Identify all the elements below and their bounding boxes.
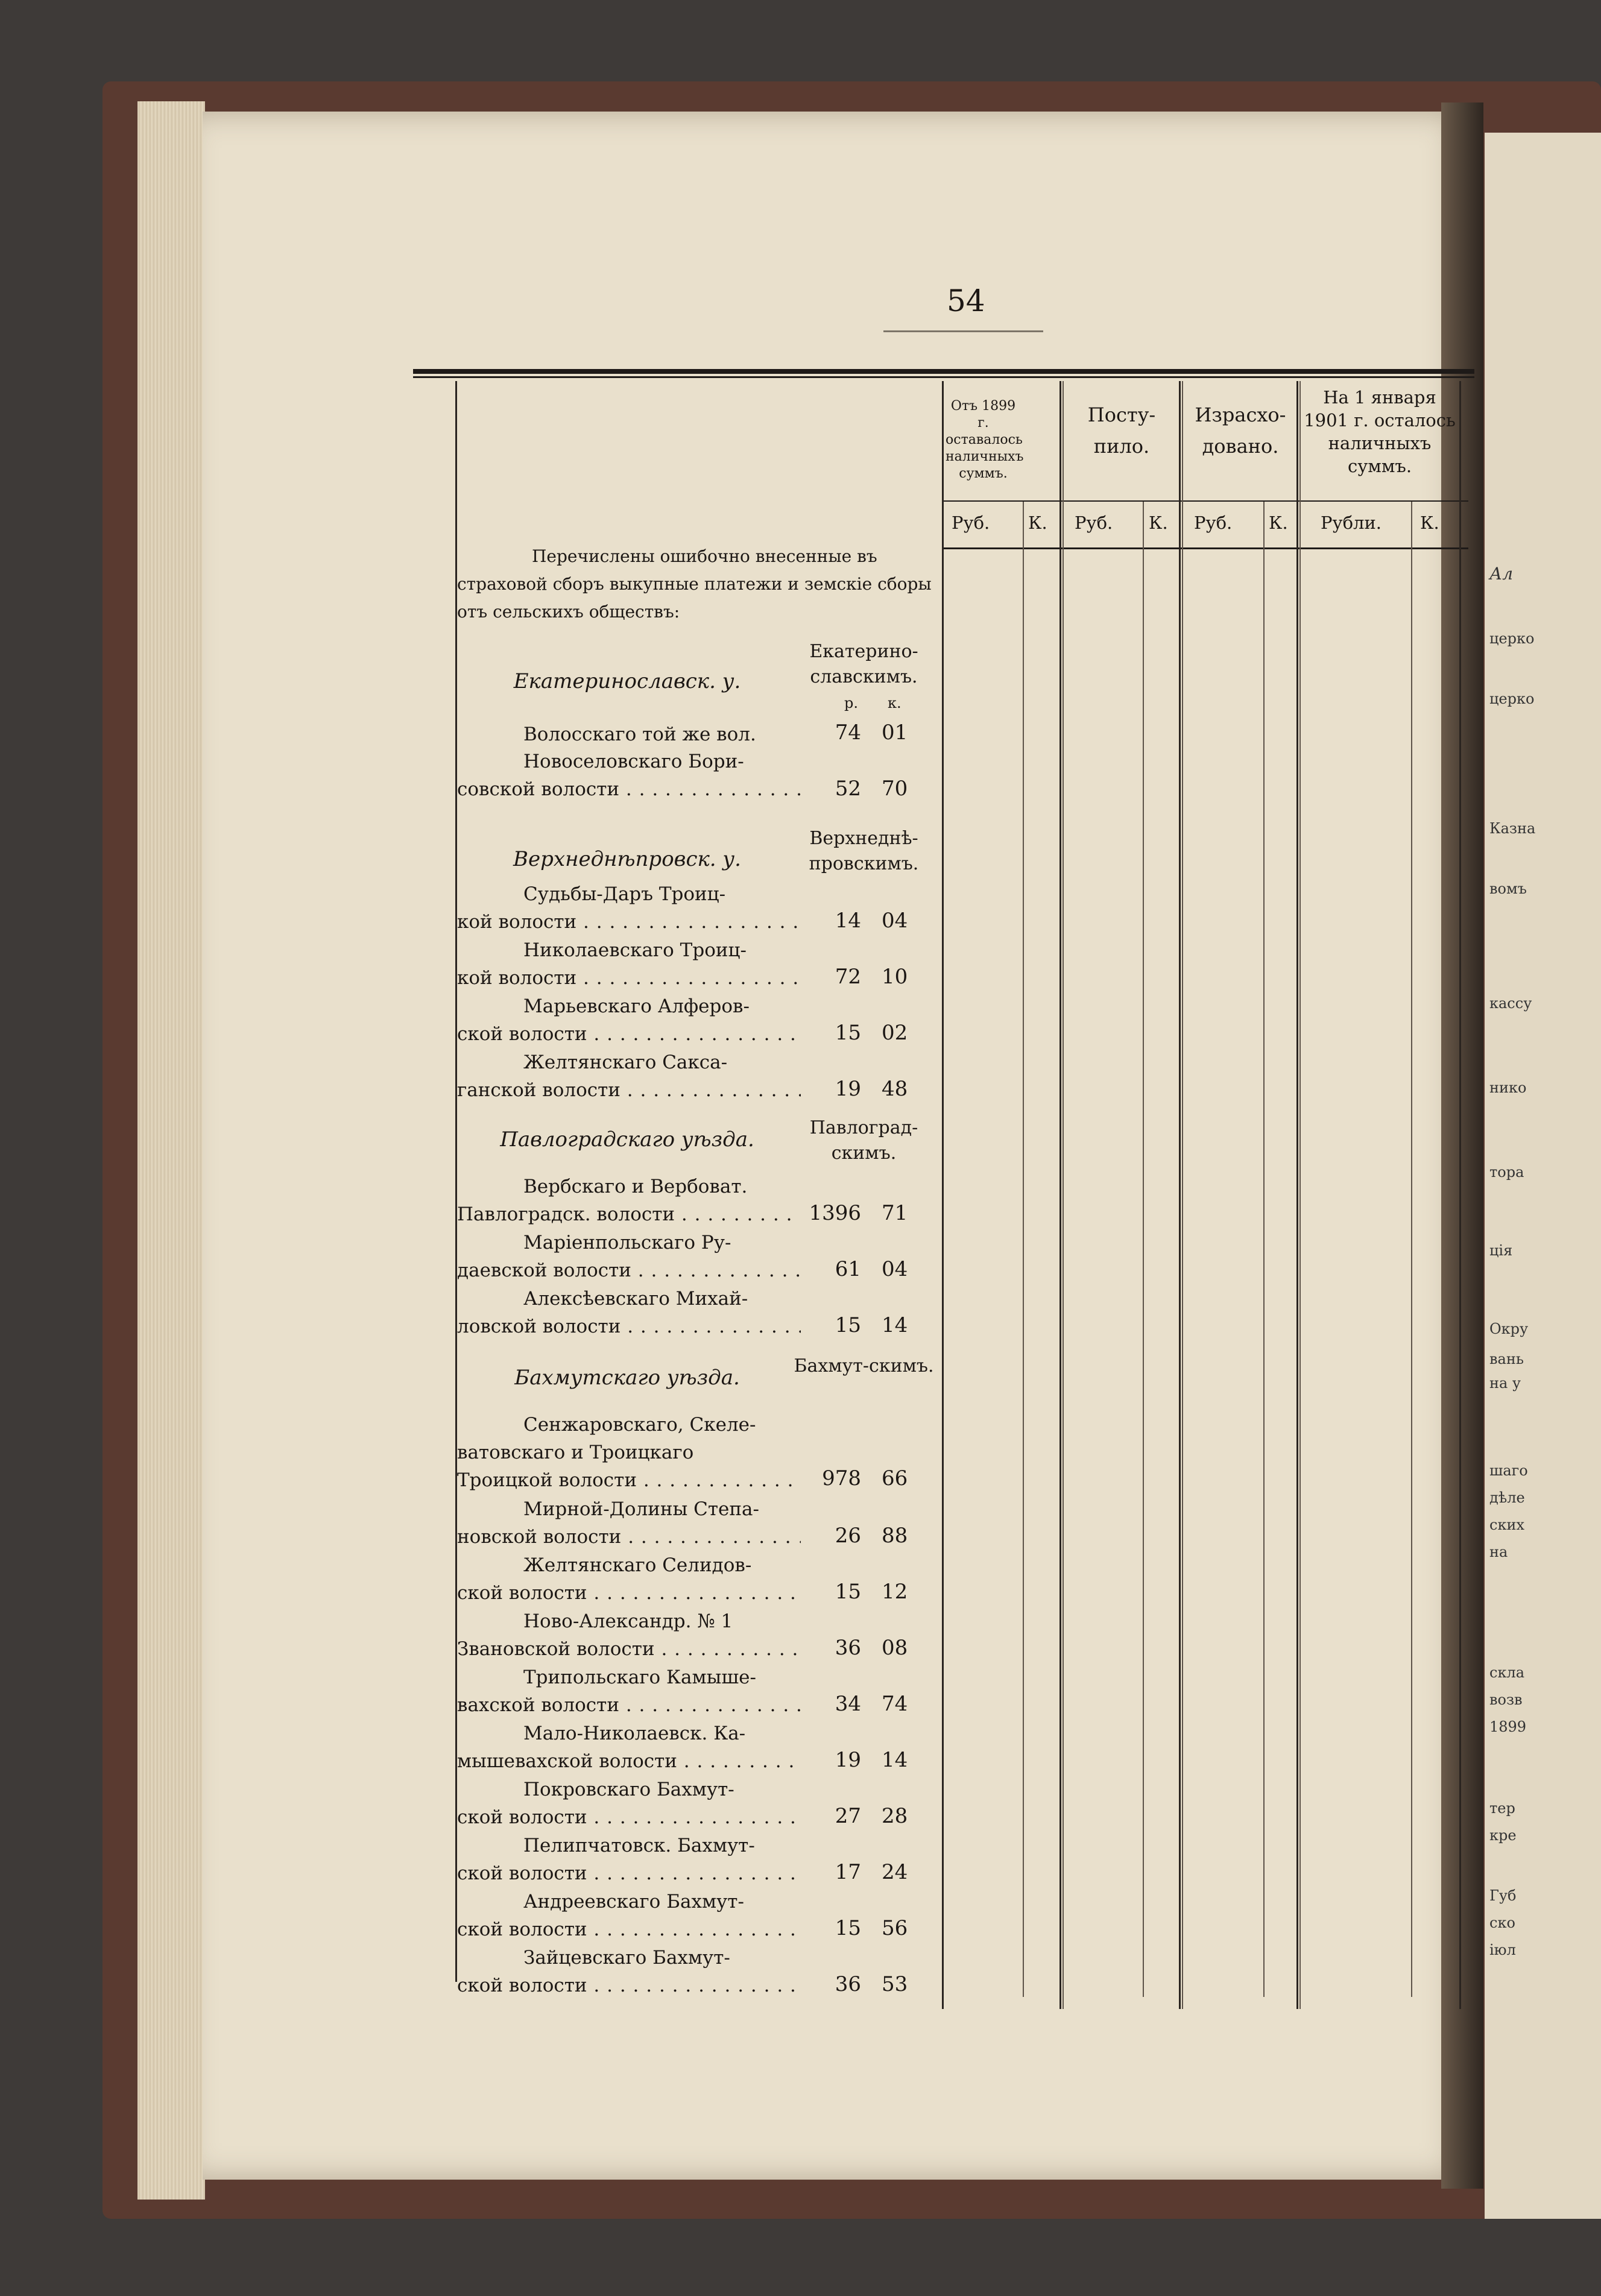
list-item: Маріенпольскаго Ру- даевской волости . . . bbox=[457, 1229, 801, 1284]
amount-rub: 52 bbox=[835, 777, 861, 801]
column-line bbox=[1296, 381, 1298, 2009]
list-item: Зайцевскаго Бахмут- ской волости . . . bbox=[457, 1944, 801, 1999]
page-edges bbox=[137, 101, 205, 2200]
amount-rub: 15 bbox=[835, 1580, 861, 1604]
amount-kop: 14 bbox=[882, 1748, 908, 1772]
list-item: Алексѣевскаго Михай- ловской волости . . . bbox=[457, 1285, 801, 1340]
table-top-rule-thin bbox=[413, 376, 1474, 378]
column-line bbox=[1182, 381, 1183, 2009]
subheader: Руб. bbox=[1075, 512, 1113, 533]
amount-kop: 53 bbox=[882, 1972, 908, 1996]
unit-kop: к. bbox=[888, 695, 902, 711]
facing-text: нико bbox=[1489, 1079, 1527, 1096]
amount-rub: 14 bbox=[835, 909, 861, 933]
amount-kop: 08 bbox=[882, 1636, 908, 1660]
facing-text: церко bbox=[1489, 690, 1535, 707]
facing-text: вомъ bbox=[1489, 880, 1527, 897]
amount-kop: 24 bbox=[882, 1860, 908, 1884]
header-col1: Отъ 1899 г. оставалось наличныхъ суммъ. bbox=[946, 399, 1024, 481]
facing-text: 1899 bbox=[1489, 1718, 1527, 1735]
district-heading: Павлоградскаго уѣзда. bbox=[500, 1128, 754, 1152]
list-item: Пелипчатовск. Бахмут- ской волости . . . bbox=[457, 1832, 801, 1887]
facing-text: ція bbox=[1489, 1242, 1513, 1259]
amount-kop: 70 bbox=[882, 777, 908, 801]
column-line bbox=[1263, 502, 1265, 1997]
amount-rub: 978 bbox=[822, 1466, 861, 1490]
column-line bbox=[1299, 381, 1301, 2009]
amount-kop: 12 bbox=[882, 1580, 908, 1604]
facing-text: тора bbox=[1489, 1164, 1524, 1181]
amount-kop: 02 bbox=[882, 1021, 908, 1045]
facing-text: вань bbox=[1489, 1351, 1524, 1367]
amount-kop: 28 bbox=[882, 1804, 908, 1828]
district-heading: Верхнеднѣпровск. у. bbox=[513, 847, 741, 871]
column-line bbox=[1143, 502, 1144, 1997]
list-item: Покровскаго Бахмут- ской волости . . . bbox=[457, 1776, 801, 1831]
district-heading: Екатеринославск. у. bbox=[513, 669, 741, 693]
amount-kop: 01 bbox=[882, 721, 908, 745]
amount-kop: 14 bbox=[882, 1313, 908, 1337]
list-item: Желтянскаго Селидов- ской волости . . . bbox=[457, 1551, 801, 1607]
subheader: К. bbox=[1269, 512, 1288, 533]
facing-text: кассу bbox=[1489, 995, 1532, 1012]
header-col4: На 1 января 1901 г. осталось наличныхъ суммъ. bbox=[1304, 387, 1456, 476]
facing-text: ских bbox=[1489, 1516, 1524, 1533]
list-item: Вербскаго и Вербоват. Павлоградск. волости . . . bbox=[457, 1173, 801, 1228]
list-item: Николаевскаго Троиц- кой волости . . . bbox=[457, 936, 801, 992]
facing-text: Окру bbox=[1489, 1320, 1529, 1337]
amount-kop: 66 bbox=[882, 1466, 908, 1490]
amount-rub: 17 bbox=[835, 1860, 861, 1884]
amount-rub: 27 bbox=[835, 1804, 861, 1828]
header-col3: Израсхо-довано. bbox=[1195, 403, 1286, 458]
amount-rub: 72 bbox=[835, 965, 861, 989]
subheader: К. bbox=[1028, 512, 1047, 533]
list-item: Судьбы-Даръ Троиц- кой волости . . . bbox=[457, 880, 801, 936]
amount-kop: 88 bbox=[882, 1524, 908, 1548]
amount-kop: 71 bbox=[882, 1201, 908, 1225]
recipient-heading: Павлоград-скимъ. bbox=[809, 1117, 918, 1164]
facing-text: тер bbox=[1489, 1800, 1515, 1817]
list-item: Мало-Николаевск. Ка- мышевахской волости . . . bbox=[457, 1720, 801, 1775]
header-col2: Посту-пило. bbox=[1087, 403, 1156, 458]
amount-kop: 04 bbox=[882, 1257, 908, 1281]
column-line bbox=[1063, 381, 1064, 2009]
subheader: Руб. bbox=[952, 512, 990, 533]
list-item: Желтянскаго Сакса- ганской волости . . . bbox=[457, 1049, 801, 1104]
column-line bbox=[1459, 381, 1461, 2009]
facing-text: ско bbox=[1489, 1914, 1515, 1931]
list-item: Марьевскаго Алферов- ской волости . . . bbox=[457, 992, 801, 1048]
facing-text: Казна bbox=[1489, 820, 1536, 837]
amount-rub: 26 bbox=[835, 1524, 861, 1548]
page-number: 54 bbox=[947, 283, 985, 318]
unit-rub: р. bbox=[844, 695, 858, 711]
subheader: Рубли. bbox=[1321, 512, 1382, 533]
facing-text: на у bbox=[1489, 1375, 1521, 1392]
facing-text: скла bbox=[1489, 1664, 1524, 1681]
recipient-heading: Бахмут-скимъ. bbox=[794, 1355, 934, 1377]
list-item: Трипольскаго Камыше- вахской волости . . . bbox=[457, 1664, 801, 1719]
facing-text: іюл bbox=[1489, 1941, 1516, 1958]
amount-rub: 15 bbox=[835, 1021, 861, 1045]
column-line bbox=[1059, 381, 1061, 2009]
amount-rub: 74 bbox=[835, 721, 861, 745]
facing-text: Ал bbox=[1489, 564, 1514, 584]
facing-text: Губ bbox=[1489, 1887, 1517, 1904]
amount-kop: 48 bbox=[882, 1077, 908, 1101]
amount-rub: 15 bbox=[835, 1313, 861, 1337]
amount-kop: 04 bbox=[882, 909, 908, 933]
subheader: К. bbox=[1420, 512, 1439, 533]
table-top-rule bbox=[413, 369, 1474, 374]
subheader: К. bbox=[1149, 512, 1168, 533]
district-heading: Бахмутскаго уѣзда. bbox=[514, 1366, 740, 1390]
amount-kop: 10 bbox=[882, 965, 908, 989]
list-item: Ново-Александр. № 1 Звановской волости . . . bbox=[457, 1607, 801, 1663]
amount-rub: 15 bbox=[835, 1916, 861, 1940]
column-line bbox=[942, 381, 944, 2009]
recipient-heading: Верхнеднѣ-провскимъ. bbox=[809, 828, 919, 874]
facing-text: церко bbox=[1489, 630, 1535, 647]
column-line bbox=[1023, 502, 1024, 1997]
amount-rub: 34 bbox=[835, 1692, 861, 1716]
amount-rub: 19 bbox=[835, 1748, 861, 1772]
amount-rub: 36 bbox=[835, 1636, 861, 1660]
list-item: Волосскаго той же вол. bbox=[523, 724, 756, 745]
facing-text: возв bbox=[1489, 1691, 1523, 1708]
list-item: Сенжаровскаго, Скеле- ватовскаго и Троицкаго Троицкой волости . . . bbox=[457, 1411, 801, 1494]
list-item: Андреевскаго Бахмут- ской волости . . . bbox=[457, 1888, 801, 1943]
list-item: Новоселовскаго Бори- совской волости . . . bbox=[457, 748, 801, 803]
facing-text: дѣле bbox=[1489, 1489, 1525, 1506]
recipient-heading: Екатерино-славскимъ. bbox=[809, 641, 918, 687]
facing-text: шаго bbox=[1489, 1462, 1528, 1479]
amount-rub: 36 bbox=[835, 1972, 861, 1996]
subheader: Руб. bbox=[1194, 512, 1233, 533]
amount-rub: 19 bbox=[835, 1077, 861, 1101]
column-line bbox=[1411, 502, 1412, 1997]
column-line bbox=[1179, 381, 1181, 2009]
amount-kop: 56 bbox=[882, 1916, 908, 1940]
intro-text: Перечислены ошибочно внесенные въ страховой сборъ выкупные платежи и земскіе сборы отъ сельскихъ обществъ: bbox=[457, 546, 932, 622]
list-item: Мирной-Долины Степа- новской волости . . . bbox=[457, 1495, 801, 1551]
facing-text: кре bbox=[1489, 1827, 1517, 1844]
amount-kop: 74 bbox=[882, 1692, 908, 1716]
amount-rub: 61 bbox=[835, 1257, 861, 1281]
amount-rub: 1396 bbox=[809, 1201, 861, 1225]
facing-text: на bbox=[1489, 1544, 1508, 1560]
page-number-rule bbox=[883, 330, 1043, 332]
